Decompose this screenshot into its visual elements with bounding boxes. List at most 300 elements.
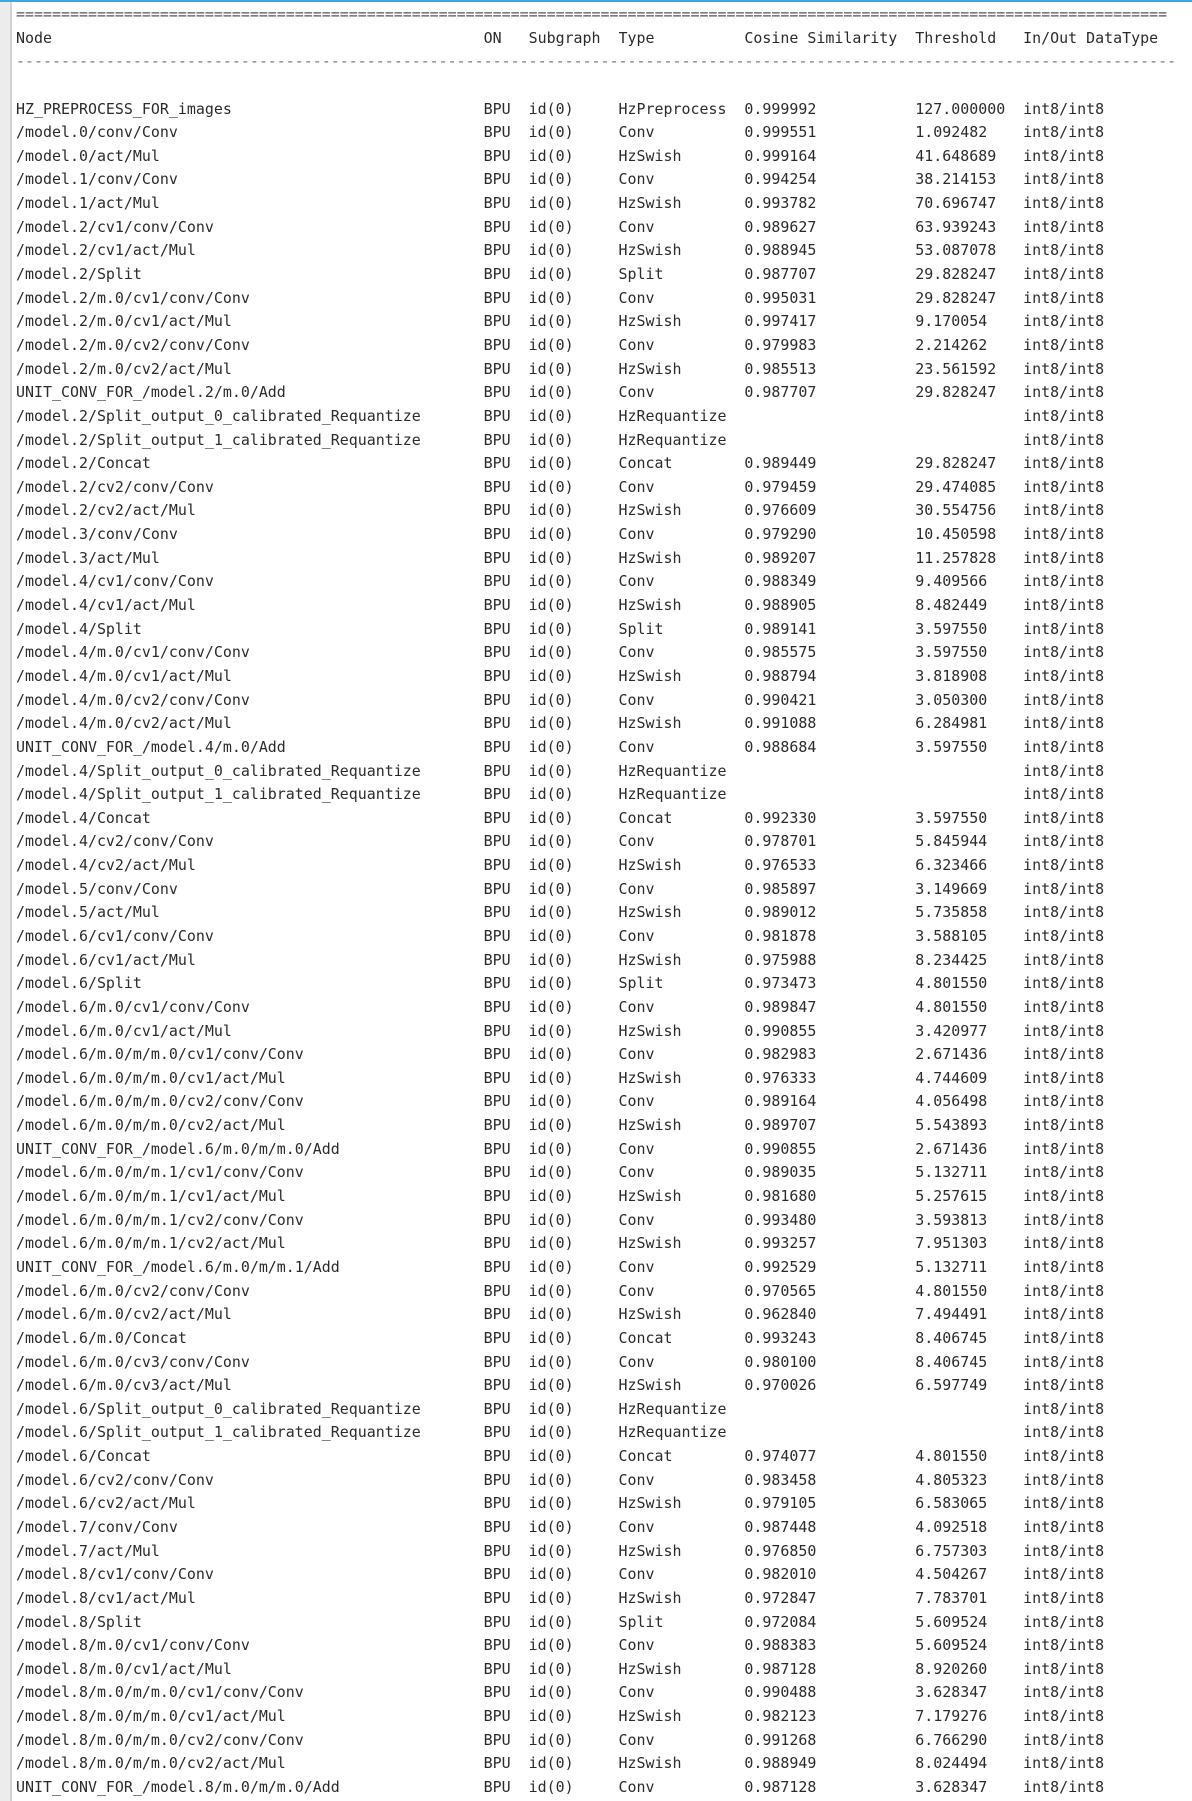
cell-type: Conv	[618, 1470, 655, 1489]
cell-subgraph: id(0)	[528, 1730, 574, 1749]
cell-node: UNIT_CONV_FOR_/model.6/m.0/m/m.1/Add	[16, 1257, 340, 1276]
cell-on: BPU	[483, 454, 511, 473]
cell-datatype: int8/int8	[1023, 430, 1105, 449]
cell-type: HzSwish	[618, 1754, 682, 1773]
cell-on: BPU	[483, 477, 511, 496]
cell-subgraph: id(0)	[528, 926, 574, 945]
cell-cosine-similarity: 0.989627	[744, 217, 817, 236]
cell-cosine-similarity: 0.983458	[744, 1470, 817, 1489]
cell-threshold: 9.409566	[915, 572, 988, 591]
cell-cosine-similarity: 0.988945	[744, 241, 817, 260]
cell-type: Conv	[618, 997, 655, 1016]
cell-node: UNIT_CONV_FOR_/model.6/m.0/m/m.0/Add	[16, 1139, 340, 1158]
cell-datatype: int8/int8	[1023, 1257, 1105, 1276]
cell-node: /model.4/m.0/cv1/conv/Conv	[16, 643, 250, 662]
cell-threshold: 5.543893	[915, 1116, 988, 1135]
cell-on: BPU	[483, 1447, 511, 1466]
cell-datatype: int8/int8	[1023, 1470, 1105, 1489]
cell-cosine-similarity: 0.988794	[744, 666, 817, 685]
cell-cosine-similarity: 0.987448	[744, 1518, 817, 1536]
cell-threshold	[915, 783, 1023, 807]
cell-cosine-similarity: 0.989012	[744, 903, 817, 922]
cell-on: BPU	[483, 1187, 511, 1206]
cell-datatype: int8/int8	[1023, 335, 1105, 354]
cell-datatype: int8/int8	[1023, 241, 1105, 260]
cell-node: UNIT_CONV_FOR_/model.8/m.0/m/m.0/Add	[16, 1778, 340, 1797]
cell-subgraph: id(0)	[528, 1707, 574, 1726]
cell-datatype: int8/int8	[1023, 1494, 1105, 1513]
cell-subgraph: id(0)	[528, 265, 574, 284]
cell-cosine-similarity: 0.989141	[744, 619, 817, 638]
cell-threshold: 10.450598	[915, 525, 997, 544]
cell-type: HzSwish	[618, 312, 682, 331]
table-row	[16, 381, 1176, 405]
cell-subgraph: id(0)	[528, 525, 574, 544]
cell-threshold: 4.092518	[915, 1518, 988, 1536]
cell-type: Conv	[618, 926, 655, 945]
cell-type: Split	[618, 974, 664, 993]
table-row	[16, 1421, 1176, 1445]
table-row	[16, 1327, 1176, 1351]
cell-threshold: 2.671436	[915, 1045, 988, 1064]
cell-subgraph: id(0)	[528, 1399, 574, 1418]
cell-threshold: 8.406745	[915, 1352, 988, 1371]
table-row	[16, 405, 1176, 429]
cell-datatype: int8/int8	[1023, 1068, 1105, 1087]
cell-node: /model.1/conv/Conv	[16, 170, 178, 189]
cell-on: BPU	[483, 974, 511, 993]
cell-subgraph: id(0)	[528, 1068, 574, 1087]
cell-threshold: 5.132711	[915, 1163, 988, 1182]
cell-type: Conv	[618, 690, 655, 709]
cell-cosine-similarity: 0.981680	[744, 1187, 817, 1206]
cell-cosine-similarity: 0.993480	[744, 1210, 817, 1229]
cell-on: BPU	[483, 1210, 511, 1229]
cell-type: HzSwish	[618, 1305, 682, 1324]
cell-type: Conv	[618, 1636, 655, 1655]
cell-node: /model.6/m.0/m/m.1/cv2/conv/Conv	[16, 1210, 304, 1229]
cell-subgraph: id(0)	[528, 406, 574, 425]
cell-subgraph: id(0)	[528, 1588, 574, 1607]
cell-on: BPU	[483, 123, 511, 142]
cell-node: /model.6/m.0/m/m.1/cv1/act/Mul	[16, 1187, 286, 1206]
cell-subgraph: id(0)	[528, 950, 574, 969]
table-row	[16, 783, 1176, 807]
cell-on: BPU	[483, 714, 511, 733]
table-row	[16, 358, 1176, 382]
table-row	[16, 807, 1176, 831]
cell-threshold: 6.323466	[915, 856, 988, 875]
cell-subgraph: id(0)	[528, 808, 574, 827]
cell-node: /model.6/m.0/m/m.0/cv2/conv/Conv	[16, 1092, 304, 1111]
cell-on: BPU	[483, 643, 511, 662]
cell-type: HzSwish	[618, 548, 682, 567]
cell-node: /model.3/act/Mul	[16, 548, 160, 567]
cell-cosine-similarity: 0.962840	[744, 1305, 817, 1324]
cell-on: BPU	[483, 903, 511, 922]
cell-type: Split	[618, 619, 664, 638]
cell-on: BPU	[483, 1612, 511, 1631]
cell-cosine-similarity	[744, 429, 915, 453]
cell-datatype: int8/int8	[1023, 1636, 1105, 1655]
cell-node: /model.4/Concat	[16, 808, 151, 827]
header-on: ON	[483, 28, 502, 47]
cell-on: BPU	[483, 1281, 511, 1300]
cell-datatype: int8/int8	[1023, 265, 1105, 284]
cell-on: BPU	[483, 1754, 511, 1773]
cell-subgraph: id(0)	[528, 548, 574, 567]
cell-type: Conv	[618, 832, 655, 851]
cell-cosine-similarity: 0.993243	[744, 1328, 817, 1347]
cell-type: Conv	[618, 1257, 655, 1276]
table-row	[16, 996, 1176, 1020]
cell-on: BPU	[483, 761, 511, 780]
cell-subgraph: id(0)	[528, 501, 574, 520]
cell-subgraph: id(0)	[528, 1494, 574, 1513]
cell-subgraph: id(0)	[528, 761, 574, 780]
header-datatype: In/Out DataType	[1023, 28, 1159, 47]
cell-node: /model.6/m.0/cv1/conv/Conv	[16, 997, 250, 1016]
table-row	[16, 1752, 1176, 1776]
cell-cosine-similarity: 0.979290	[744, 525, 817, 544]
cell-on: BPU	[483, 217, 511, 236]
cell-datatype: int8/int8	[1023, 879, 1105, 898]
cell-node: /model.4/m.0/cv1/act/Mul	[16, 666, 232, 685]
cell-on: BPU	[483, 1305, 511, 1324]
cell-on: BPU	[483, 525, 511, 544]
cell-node: /model.6/m.0/Concat	[16, 1328, 187, 1347]
table-row	[16, 1114, 1176, 1138]
table-row	[16, 1611, 1176, 1635]
cell-threshold: 5.845944	[915, 832, 988, 851]
cell-node: /model.6/m.0/m/m.0/cv1/conv/Conv	[16, 1045, 304, 1064]
cell-datatype: int8/int8	[1023, 454, 1105, 473]
cell-cosine-similarity: 0.979105	[744, 1494, 817, 1513]
cell-subgraph: id(0)	[528, 217, 574, 236]
table-row	[16, 712, 1176, 736]
cell-datatype: int8/int8	[1023, 832, 1105, 851]
table-row	[16, 1232, 1176, 1256]
cell-threshold: 5.257615	[915, 1187, 988, 1206]
header-bottom-separator: ---------------------------------------------------------------------------------------------------------------------------------	[16, 52, 1177, 71]
cell-node: /model.0/act/Mul	[16, 146, 160, 165]
cell-datatype: int8/int8	[1023, 146, 1105, 165]
cell-cosine-similarity	[744, 1398, 915, 1422]
cell-datatype: int8/int8	[1023, 1210, 1105, 1229]
cell-node: /model.8/m.0/m/m.0/cv1/conv/Conv	[16, 1683, 304, 1702]
cell-subgraph: id(0)	[528, 335, 574, 354]
cell-node: HZ_PREPROCESS_FOR_images	[16, 99, 232, 118]
cell-node: /model.4/cv1/conv/Conv	[16, 572, 214, 591]
cell-on: BPU	[483, 1423, 511, 1442]
cell-type: Split	[618, 1612, 664, 1631]
table-row	[16, 1090, 1176, 1114]
cell-on: BPU	[483, 1470, 511, 1489]
table-row	[16, 1469, 1176, 1493]
cell-on: BPU	[483, 430, 511, 449]
cell-threshold: 3.588105	[915, 926, 988, 945]
cell-cosine-similarity: 0.987707	[744, 265, 817, 284]
cell-on: BPU	[483, 785, 511, 804]
cell-datatype: int8/int8	[1023, 856, 1105, 875]
cell-datatype: int8/int8	[1023, 1541, 1105, 1560]
cell-datatype: int8/int8	[1023, 572, 1105, 591]
cell-cosine-similarity: 0.991088	[744, 714, 817, 733]
cell-on: BPU	[483, 1518, 511, 1536]
cell-cosine-similarity: 0.989707	[744, 1116, 817, 1135]
cell-on: BPU	[483, 194, 511, 213]
table-row	[16, 1043, 1176, 1067]
cell-subgraph: id(0)	[528, 1565, 574, 1584]
cell-datatype: int8/int8	[1023, 288, 1105, 307]
table-row	[16, 1540, 1176, 1564]
table-row	[16, 1587, 1176, 1611]
cell-node: /model.2/cv2/conv/Conv	[16, 477, 214, 496]
table-row	[16, 1658, 1176, 1682]
cell-subgraph: id(0)	[528, 619, 574, 638]
cell-subgraph: id(0)	[528, 879, 574, 898]
cell-on: BPU	[483, 1730, 511, 1749]
cell-node: /model.6/m.0/cv3/act/Mul	[16, 1376, 232, 1395]
cell-threshold: 6.597749	[915, 1376, 988, 1395]
cell-subgraph: id(0)	[528, 312, 574, 331]
table-row	[16, 689, 1176, 713]
cell-node: /model.2/Split_output_1_calibrated_Requantize	[16, 430, 421, 449]
cell-type: HzSwish	[618, 903, 682, 922]
cell-type: Split	[618, 265, 664, 284]
cell-subgraph: id(0)	[528, 1636, 574, 1655]
cell-threshold: 9.170054	[915, 312, 988, 331]
cell-on: BPU	[483, 1163, 511, 1182]
cell-threshold: 3.628347	[915, 1778, 988, 1797]
cell-type: HzSwish	[618, 1116, 682, 1135]
cell-type: HzRequantize	[618, 430, 727, 449]
cell-cosine-similarity: 0.993257	[744, 1234, 817, 1253]
cell-subgraph: id(0)	[528, 1234, 574, 1253]
cell-threshold: 8.024494	[915, 1754, 988, 1773]
cell-datatype: int8/int8	[1023, 217, 1105, 236]
cell-type: Conv	[618, 1210, 655, 1229]
cell-threshold: 3.597550	[915, 737, 988, 756]
cell-cosine-similarity	[744, 760, 915, 784]
table-row	[16, 310, 1176, 334]
cell-datatype: int8/int8	[1023, 808, 1105, 827]
cell-node: /model.6/m.0/cv3/conv/Conv	[16, 1352, 250, 1371]
cell-node: /model.2/Split	[16, 265, 142, 284]
cell-type: Conv	[618, 1352, 655, 1371]
cell-subgraph: id(0)	[528, 643, 574, 662]
cell-subgraph: id(0)	[528, 1541, 574, 1560]
cell-threshold	[915, 760, 1023, 784]
cell-threshold	[915, 1421, 1023, 1445]
table-row	[16, 429, 1176, 453]
cell-type: HzPreprocess	[618, 99, 727, 118]
cell-cosine-similarity: 0.992529	[744, 1257, 817, 1276]
cell-node: /model.2/m.0/cv1/act/Mul	[16, 312, 232, 331]
cell-subgraph: id(0)	[528, 383, 574, 402]
cell-node: /model.6/Split	[16, 974, 142, 993]
cell-type: Conv	[618, 170, 655, 189]
cell-on: BPU	[483, 1352, 511, 1371]
table-row	[16, 1138, 1176, 1162]
cell-cosine-similarity: 0.988349	[744, 572, 817, 591]
cell-type: HzSwish	[618, 1376, 682, 1395]
table-row	[16, 1729, 1176, 1753]
cell-type: HzRequantize	[618, 1423, 727, 1442]
cell-on: BPU	[483, 666, 511, 685]
cell-cosine-similarity: 0.990421	[744, 690, 817, 709]
cell-on: BPU	[483, 832, 511, 851]
cell-type: Conv	[618, 1683, 655, 1702]
cell-type: Conv	[618, 1163, 655, 1182]
cell-datatype: int8/int8	[1023, 1045, 1105, 1064]
cell-cosine-similarity: 0.978701	[744, 832, 817, 851]
cell-node: /model.2/Split_output_0_calibrated_Requantize	[16, 406, 421, 425]
cell-cosine-similarity: 0.985897	[744, 879, 817, 898]
cell-on: BPU	[483, 383, 511, 402]
cell-cosine-similarity: 0.993782	[744, 194, 817, 213]
cell-type: HzSwish	[618, 1021, 682, 1040]
cell-on: BPU	[483, 501, 511, 520]
cell-type: HzSwish	[618, 1187, 682, 1206]
cell-node: /model.2/cv1/act/Mul	[16, 241, 196, 260]
cell-subgraph: id(0)	[528, 1210, 574, 1229]
cell-cosine-similarity: 0.974077	[744, 1447, 817, 1466]
cell-threshold: 1.092482	[915, 123, 988, 142]
cell-subgraph: id(0)	[528, 714, 574, 733]
cell-cosine-similarity: 0.988905	[744, 596, 817, 615]
cell-threshold: 8.482449	[915, 596, 988, 615]
cell-datatype: int8/int8	[1023, 194, 1105, 213]
cell-type: Conv	[618, 383, 655, 402]
cell-type: HzSwish	[618, 1588, 682, 1607]
cell-threshold: 2.671436	[915, 1139, 988, 1158]
cell-datatype: int8/int8	[1023, 1187, 1105, 1206]
cell-on: BPU	[483, 1707, 511, 1726]
cell-cosine-similarity: 0.989164	[744, 1092, 817, 1111]
cell-on: BPU	[483, 1092, 511, 1111]
header-node: Node	[16, 28, 52, 47]
cell-cosine-similarity: 0.982123	[744, 1707, 817, 1726]
cell-threshold: 3.420977	[915, 1021, 988, 1040]
cell-subgraph: id(0)	[528, 832, 574, 851]
cell-threshold: 5.609524	[915, 1636, 988, 1655]
cell-threshold: 38.214153	[915, 170, 997, 189]
cell-type: HzRequantize	[618, 761, 727, 780]
cell-node: /model.7/conv/Conv	[16, 1518, 178, 1536]
table-row	[16, 972, 1176, 996]
cell-subgraph: id(0)	[528, 1659, 574, 1678]
cell-on: BPU	[483, 1494, 511, 1513]
table-header-row	[16, 27, 1176, 51]
cell-threshold	[915, 1398, 1023, 1422]
cell-subgraph: id(0)	[528, 690, 574, 709]
table-row	[16, 901, 1176, 925]
table-row	[16, 239, 1176, 263]
table-row	[16, 736, 1176, 760]
table-row	[16, 854, 1176, 878]
cell-node: /model.6/cv1/conv/Conv	[16, 926, 214, 945]
cell-threshold: 6.583065	[915, 1494, 988, 1513]
cell-datatype: int8/int8	[1023, 548, 1105, 567]
cell-datatype: int8/int8	[1023, 737, 1105, 756]
table-row	[16, 192, 1176, 216]
cell-on: BPU	[483, 1257, 511, 1276]
cell-subgraph: id(0)	[528, 1139, 574, 1158]
cell-type: HzSwish	[618, 359, 682, 378]
cell-node: /model.6/m.0/cv2/act/Mul	[16, 1305, 232, 1324]
cell-datatype: int8/int8	[1023, 1612, 1105, 1631]
cell-threshold: 3.149669	[915, 879, 988, 898]
cell-datatype: int8/int8	[1023, 974, 1105, 993]
table-row	[16, 287, 1176, 311]
cell-on: BPU	[483, 335, 511, 354]
table-row	[16, 476, 1176, 500]
cell-datatype: int8/int8	[1023, 785, 1105, 804]
cell-threshold: 5.609524	[915, 1612, 988, 1631]
cell-subgraph: id(0)	[528, 1163, 574, 1182]
cell-type: HzSwish	[618, 501, 682, 520]
cell-datatype: int8/int8	[1023, 1730, 1105, 1749]
cell-threshold: 6.766290	[915, 1730, 988, 1749]
cell-cosine-similarity: 0.995031	[744, 288, 817, 307]
cell-node: /model.6/Split_output_0_calibrated_Requantize	[16, 1399, 421, 1418]
cell-datatype: int8/int8	[1023, 123, 1105, 142]
cell-node: /model.7/act/Mul	[16, 1541, 160, 1560]
table-row	[16, 334, 1176, 358]
header-cosine-similarity: Cosine Similarity	[744, 28, 898, 47]
table-row	[16, 1634, 1176, 1658]
cell-node: /model.6/m.0/cv2/conv/Conv	[16, 1281, 250, 1300]
cell-datatype: int8/int8	[1023, 1163, 1105, 1182]
cell-datatype: int8/int8	[1023, 596, 1105, 615]
cell-on: BPU	[483, 1683, 511, 1702]
cell-subgraph: id(0)	[528, 1754, 574, 1773]
cell-type: HzSwish	[618, 1234, 682, 1253]
cell-cosine-similarity	[744, 1421, 915, 1445]
table-row	[16, 1067, 1176, 1091]
cell-threshold: 4.504267	[915, 1565, 988, 1584]
cell-on: BPU	[483, 808, 511, 827]
cell-cosine-similarity: 0.980100	[744, 1352, 817, 1371]
cell-on: BPU	[483, 1116, 511, 1135]
cell-node: /model.8/m.0/cv1/act/Mul	[16, 1659, 232, 1678]
cell-threshold: 41.648689	[915, 146, 997, 165]
cell-threshold: 4.801550	[915, 1447, 988, 1466]
cell-node: /model.6/cv2/act/Mul	[16, 1494, 196, 1513]
cell-on: BPU	[483, 312, 511, 331]
cell-node: /model.8/cv1/conv/Conv	[16, 1565, 214, 1584]
cell-type: Concat	[618, 1328, 673, 1347]
cell-subgraph: id(0)	[528, 785, 574, 804]
cell-node: /model.8/m.0/m/m.0/cv2/conv/Conv	[16, 1730, 304, 1749]
cell-node: /model.4/Split	[16, 619, 142, 638]
cell-datatype: int8/int8	[1023, 1305, 1105, 1324]
cell-on: BPU	[483, 288, 511, 307]
cell-cosine-similarity: 0.997417	[744, 312, 817, 331]
cell-on: BPU	[483, 1376, 511, 1395]
table-row	[16, 1776, 1176, 1800]
cell-node: /model.2/m.0/cv2/conv/Conv	[16, 335, 250, 354]
cell-subgraph: id(0)	[528, 737, 574, 756]
cell-type: Concat	[618, 808, 673, 827]
cell-cosine-similarity: 0.994254	[744, 170, 817, 189]
cell-subgraph: id(0)	[528, 1376, 574, 1395]
cell-node: /model.8/m.0/m/m.0/cv2/act/Mul	[16, 1754, 286, 1773]
table-row	[16, 145, 1176, 169]
cell-subgraph: id(0)	[528, 1518, 574, 1536]
cell-type: HzSwish	[618, 714, 682, 733]
